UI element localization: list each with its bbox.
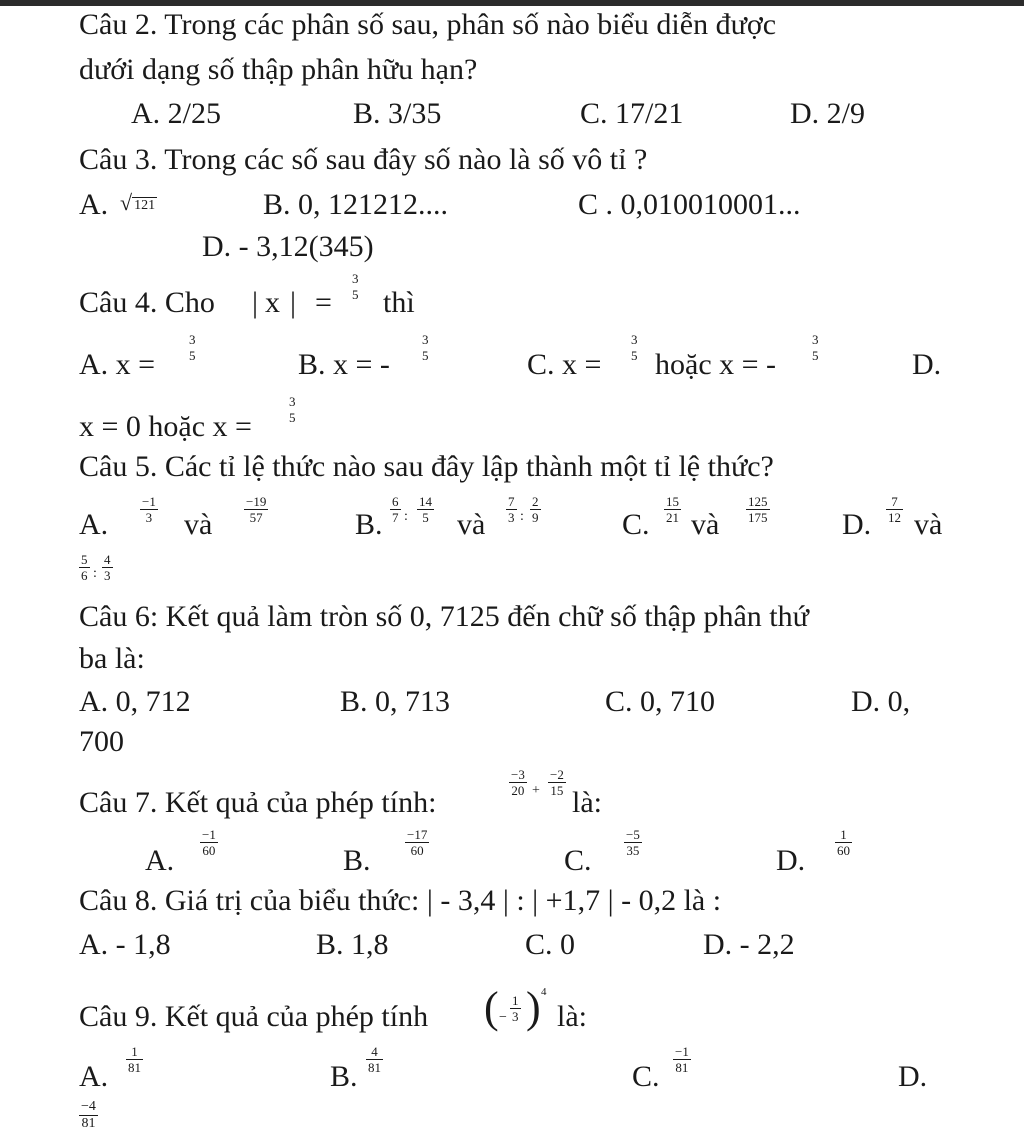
q8-line1: Câu 8. Giá trị của biểu thức: | - 3,4 | : | +1,7 | - 0,2 là : xyxy=(79,884,722,917)
q5-c-frac2: 125 175 xyxy=(748,494,768,525)
q2-line1: Câu 2. Trong các phân số sau, phân số nào biểu diễn được xyxy=(79,8,777,41)
q7-frac2: −2 15 xyxy=(550,767,564,798)
q8-option-a: A. - 1,8 xyxy=(79,928,171,961)
q4-option-d-line: x = 0 hoặc x = xyxy=(79,410,252,443)
q7-b-frac: −17 60 xyxy=(407,827,428,858)
q4-c-frac2: 3 5 xyxy=(812,332,819,363)
q9-option-a: A. xyxy=(79,1060,109,1093)
q6-option-a: A. 0, 712 xyxy=(79,685,191,718)
q6-option-d: D. 0, xyxy=(851,685,911,718)
q9-exponent: 4 xyxy=(541,986,547,998)
q3-option-a: A. xyxy=(79,188,109,221)
q7-frac1: −3 20 xyxy=(511,767,525,798)
q4-option-d: D. xyxy=(912,348,942,381)
q5-d-frac2: 5 6 xyxy=(81,552,88,583)
q8-option-c: C. 0 xyxy=(525,928,576,961)
q5-option-b: B. xyxy=(355,508,383,541)
q7-suffix: là: xyxy=(572,786,602,819)
q5-b-colon1: : xyxy=(404,509,408,524)
q9-option-d: D. xyxy=(898,1060,928,1093)
q5-d-frac1: 7 12 xyxy=(888,494,901,525)
q5-b-frac1: 6 7 xyxy=(392,494,399,525)
q9-minus: − xyxy=(499,1010,507,1025)
sqrt-radical-icon: √ xyxy=(120,190,133,215)
q4-prefix: Câu 4. Cho xyxy=(79,286,215,319)
q5-a-va: và xyxy=(184,508,213,541)
q7-line1: Câu 7. Kết quả của phép tính: xyxy=(79,786,437,819)
top-edge-strip xyxy=(0,0,1024,6)
q2-line2: dưới dạng số thập phân hữu hạn? xyxy=(79,53,478,86)
q5-a-frac1: −1 3 xyxy=(142,494,156,525)
q4-abs-left: | xyxy=(252,286,259,319)
q9-d-frac: −4 81 xyxy=(81,1099,96,1131)
q6-line2: ba là: xyxy=(79,642,145,675)
q6-option-d-cont: 700 xyxy=(79,725,124,758)
q9-option-c: C. xyxy=(632,1060,660,1093)
q3-sqrt xyxy=(120,192,157,214)
q6-option-c: C. 0, 710 xyxy=(605,685,716,718)
q4-option-c2: hoặc x = - xyxy=(655,348,777,381)
q9-suffix: là: xyxy=(557,1000,587,1033)
q2-option-a: A. 2/25 xyxy=(131,97,221,130)
q5-line1: Câu 5. Các tỉ lệ thức nào sau đây lập thành một tỉ lệ thức? xyxy=(79,450,774,483)
q9-option-b: B. xyxy=(330,1060,358,1093)
q5-b-va: và xyxy=(457,508,486,541)
q4-option-b: B. x = - xyxy=(298,348,390,381)
q5-b-frac4: 2 9 xyxy=(532,494,539,525)
q9-line1: Câu 9. Kết quả của phép tính xyxy=(79,1000,429,1033)
q5-option-d: D. xyxy=(842,508,872,541)
q9-b-frac: 4 81 xyxy=(368,1044,381,1075)
q7-d-frac: 1 60 xyxy=(837,827,850,858)
q3-option-c: C . 0,010010001... xyxy=(578,188,801,221)
q6-line1: Câu 6: Kết quả làm tròn số 0, 7125 đến chữ số thập phân thứ xyxy=(79,600,809,633)
q5-d-colon: : xyxy=(93,566,97,581)
q8-option-d: D. - 2,2 xyxy=(703,928,795,961)
q3-option-d: D. - 3,12(345) xyxy=(202,230,374,263)
q5-b-colon2: : xyxy=(520,509,524,524)
q3-option-b: B. 0, 121212.... xyxy=(263,188,449,221)
q4-abs-right: | xyxy=(290,286,297,319)
q2-option-c: C. 17/21 xyxy=(580,97,684,130)
q8-option-b: B. 1,8 xyxy=(316,928,389,961)
q4-c-frac1: 3 5 xyxy=(631,332,638,363)
q2-option-d: D. 2/9 xyxy=(790,97,865,130)
q5-d-va: và xyxy=(914,508,943,541)
q7-a-frac: −1 60 xyxy=(202,827,216,858)
q6-option-b: B. 0, 713 xyxy=(340,685,451,718)
q3-sqrt-value: 121 xyxy=(134,198,156,213)
q5-b-frac2: 14 5 xyxy=(419,494,432,525)
q4-eq: = xyxy=(315,286,332,319)
q5-c-frac1: 15 21 xyxy=(666,494,679,525)
q9-base-frac: 1 3 xyxy=(512,993,519,1024)
q9-a-frac: 1 81 xyxy=(128,1044,141,1075)
q5-option-a: A. xyxy=(79,508,109,541)
q5-option-c: C. xyxy=(622,508,650,541)
q7-c-frac: −5 35 xyxy=(626,827,640,858)
q7-option-a: A. xyxy=(145,844,175,877)
q4-x: x xyxy=(265,286,280,319)
q2-option-b: B. 3/35 xyxy=(353,97,442,130)
q5-a-frac2: −19 57 xyxy=(246,494,267,525)
q5-b-frac3: 7 3 xyxy=(508,494,515,525)
q4-suffix: thì xyxy=(383,286,415,319)
q4-b-frac: 3 5 xyxy=(422,332,429,363)
q4-d-frac: 3 5 xyxy=(289,394,296,425)
q3-line1: Câu 3. Trong các số sau đây số nào là số vô tỉ ? xyxy=(79,143,648,176)
q7-option-b: B. xyxy=(343,844,371,877)
q4-option-c1: C. x = xyxy=(527,348,602,381)
q4-frac-given: 3 5 xyxy=(352,271,359,302)
q5-d-frac3: 4 3 xyxy=(104,552,111,583)
q4-a-frac: 3 5 xyxy=(189,332,196,363)
q7-option-d: D. xyxy=(776,844,806,877)
q4-option-a: A. x = xyxy=(79,348,156,381)
q7-option-c: C. xyxy=(564,844,592,877)
q9-left-paren: ( xyxy=(484,983,499,1032)
q7-plus: + xyxy=(532,783,540,798)
q9-right-paren: ) xyxy=(526,983,541,1032)
q5-c-va: và xyxy=(691,508,720,541)
q9-c-frac: −1 81 xyxy=(675,1044,689,1075)
